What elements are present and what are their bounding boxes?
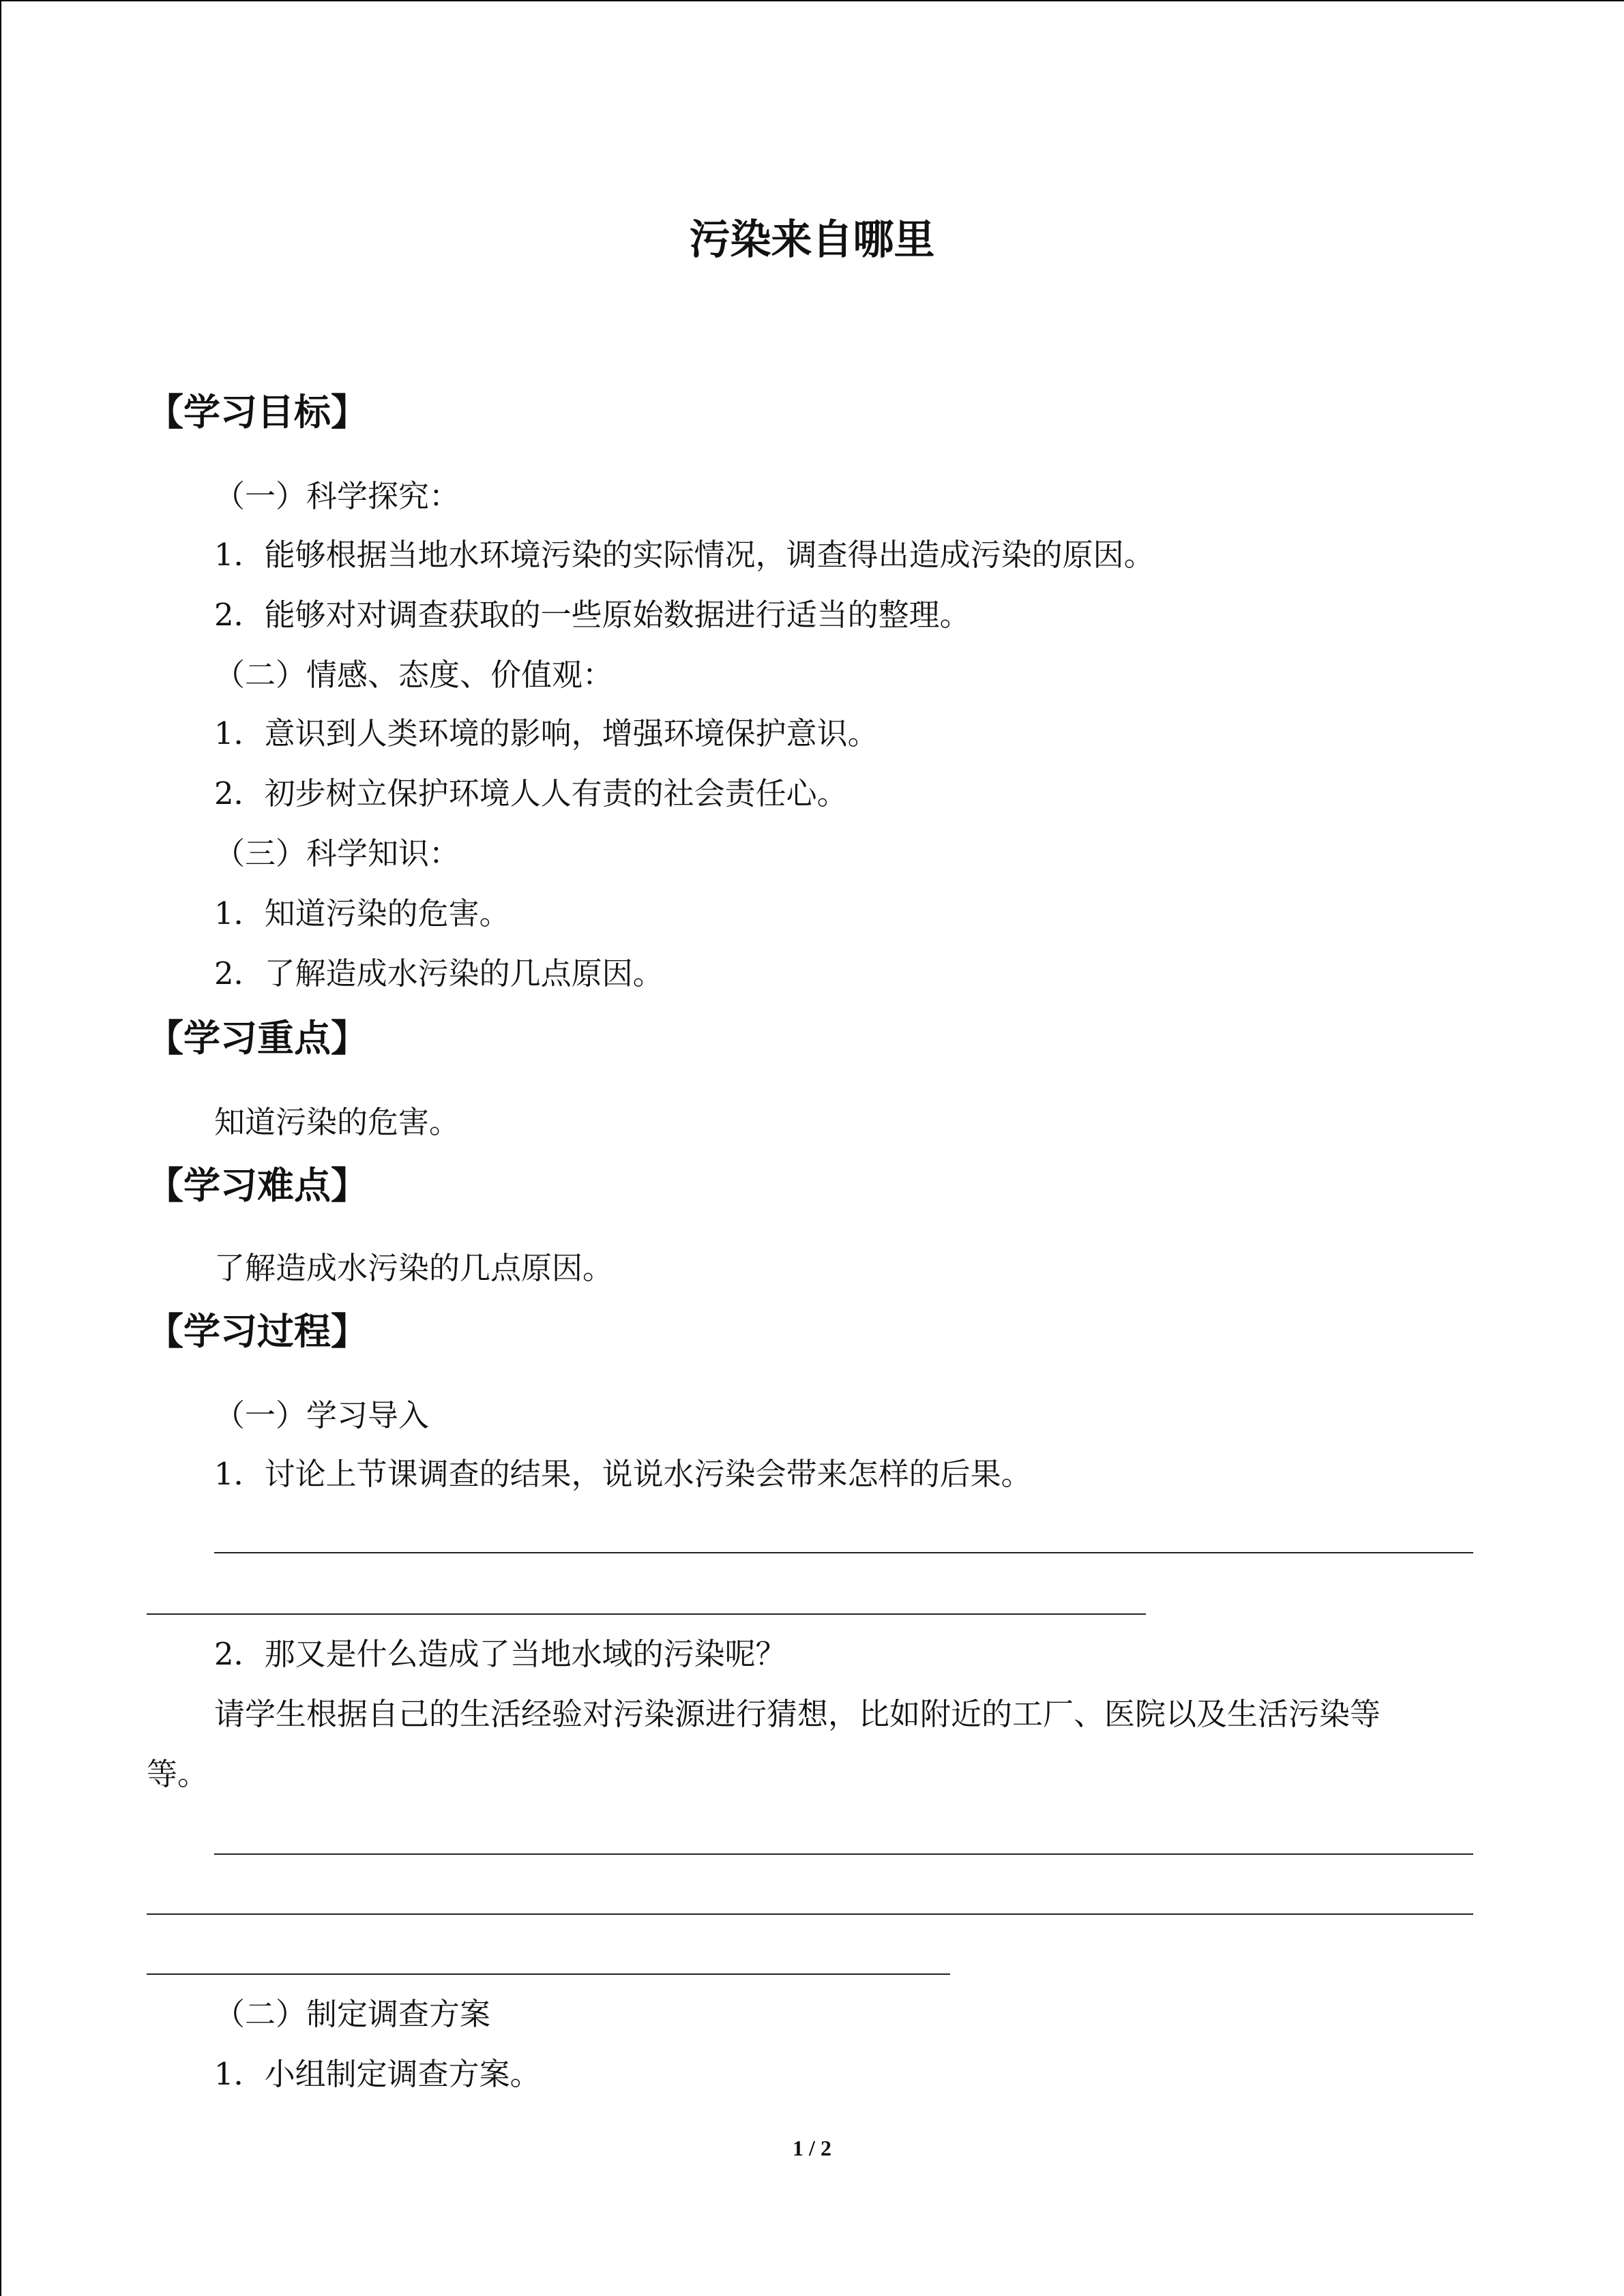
answer-line-2a — [214, 1853, 1473, 1855]
goals-sub2: （二）情感、态度、价值观： — [214, 657, 614, 693]
key-point-text: 知道污染的危害。 — [214, 1104, 460, 1140]
goals-sub3: （三）科学知识： — [214, 835, 460, 871]
goals-sub2-item1: 1．意识到人类环境的影响，增强环境保护意识。 — [214, 715, 879, 751]
key-point-heading: 【学习重点】 — [147, 1017, 368, 1060]
goals-sub1-item2: 2．能够对对调查获取的一些原始数据进行适当的整理。 — [214, 597, 971, 633]
page-number: 1 / 2 — [793, 2136, 831, 2160]
process-sub1: （一）学习导入 — [214, 1397, 430, 1433]
difficulty-text: 了解造成水污染的几点原因。 — [214, 1250, 614, 1286]
answer-line-2b — [147, 1913, 1473, 1915]
process-q2-desc-line1: 请学生根据自己的生活经验对污染源进行猜想，比如附近的工厂、医院以及生活污染等 — [214, 1696, 1381, 1732]
process-q2-desc-line2: 等。 — [147, 1756, 209, 1792]
goals-heading: 【学习目标】 — [147, 391, 368, 434]
difficulty-heading: 【学习难点】 — [147, 1164, 368, 1207]
goals-sub1-item1: 1．能够根据当地水环境污染的实际情况，调查得出造成污染的原因。 — [214, 537, 1155, 573]
goals-sub1: （一）科学探究： — [214, 478, 460, 514]
goals-sub3-item1: 1．知道污染的危害。 — [214, 895, 510, 931]
answer-line-1a — [214, 1552, 1473, 1553]
process-q2: 2．那又是什么造成了当地水域的污染呢？ — [214, 1636, 786, 1672]
process-sub2: （二）制定调查方案 — [214, 1996, 491, 2032]
answer-line-2c — [147, 1973, 950, 1975]
goals-sub2-item2: 2．初步树立保护环境人人有责的社会责任心。 — [214, 775, 848, 811]
document-title: 污染来自哪里 — [689, 216, 935, 264]
process-q1: 1．讨论上节课调查的结果，说说水污染会带来怎样的后果。 — [214, 1456, 1032, 1492]
goals-sub3-item2: 2．了解造成水污染的几点原因。 — [214, 955, 664, 992]
process-heading: 【学习过程】 — [147, 1310, 368, 1353]
process-sub2-item1: 1．小组制定调查方案。 — [214, 2056, 541, 2092]
answer-line-1b — [147, 1613, 1146, 1615]
